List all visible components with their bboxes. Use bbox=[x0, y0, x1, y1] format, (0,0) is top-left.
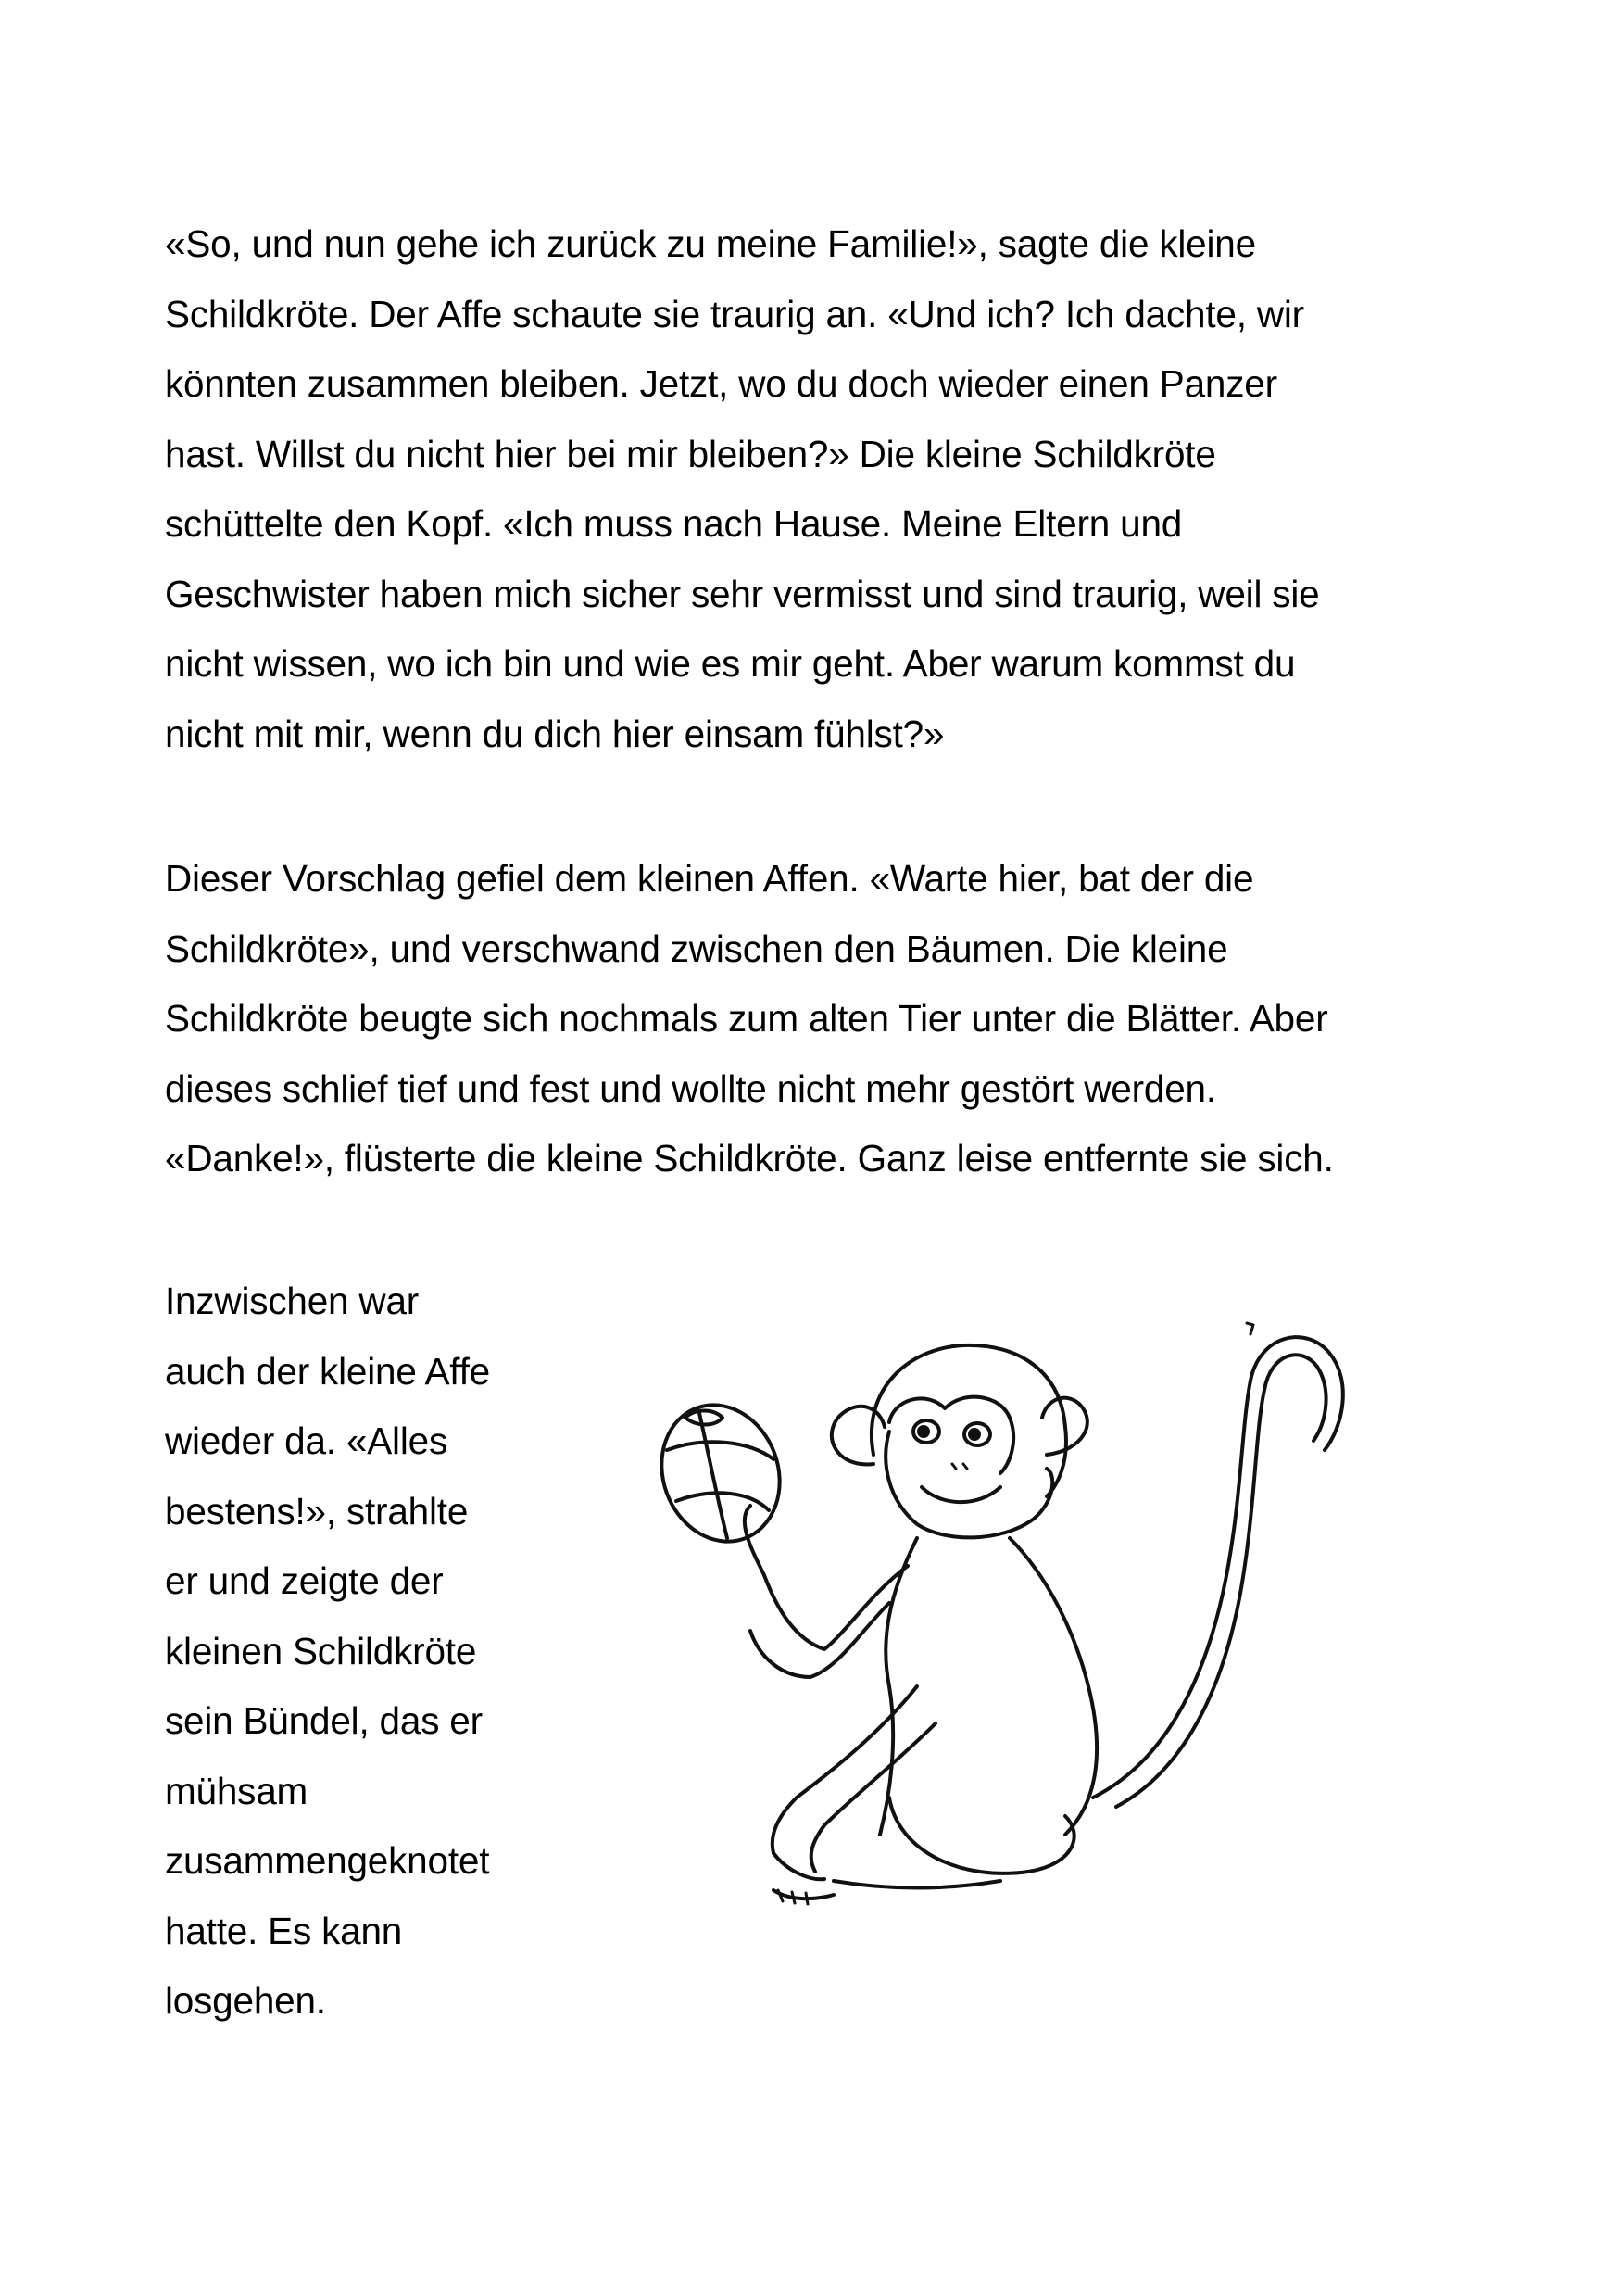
text-line: mühsam bbox=[165, 1769, 308, 1812]
paragraph-2 bbox=[165, 844, 1334, 1194]
text-line: auch der kleine Affe bbox=[165, 1349, 491, 1393]
text-line: hatte. Es kann bbox=[165, 1909, 403, 1952]
paragraph-1 bbox=[165, 209, 1319, 769]
text-line: könnten zusammen bleiben. Jetzt, wo du doch wieder einen Panzer bbox=[165, 362, 1277, 405]
text-line: Geschwister haben mich sicher sehr vermisst und sind traurig, weil sie bbox=[165, 572, 1320, 615]
text-line: bestens!», strahlte bbox=[165, 1489, 469, 1533]
text-line: dieses schlief tief und fest und wollte nicht mehr gestört werden. bbox=[165, 1066, 1216, 1110]
text-line: hast. Willst du nicht hier bei mir bleiben?» Die kleine Schildkröte bbox=[165, 432, 1216, 475]
monkey-drawing-icon bbox=[611, 1242, 1464, 2066]
text-line: zusammengeknotet bbox=[165, 1839, 490, 1882]
text-line: nicht wissen, wo ich bin und wie es mir geht. Aber warum kommst du bbox=[165, 642, 1296, 685]
text-line: Schildkröte», und verschwand zwischen den Bäumen. Die kleine bbox=[165, 927, 1228, 970]
text-line: Schildkröte. Der Affe schaute sie traurig an. «Und ich? Ich dachte, wir bbox=[165, 292, 1304, 335]
text-line: «So, und nun gehe ich zurück zu meine Familie!», sagte die kleine bbox=[165, 222, 1256, 265]
text-line: Inzwischen war bbox=[165, 1280, 420, 1322]
text-line: schüttelte den Kopf. «Ich muss nach Hause. Meine Eltern und bbox=[165, 502, 1183, 545]
text-line: nicht mit mir, wenn du dich hier einsam fühlst?» bbox=[165, 712, 945, 755]
text-line: Schildkröte beugte sich nochmals zum alten Tier unter die Blätter. Aber bbox=[165, 997, 1328, 1040]
paragraph-3 bbox=[165, 1267, 490, 2037]
text-line: wieder da. «Alles bbox=[165, 1419, 448, 1462]
text-line: losgehen. bbox=[165, 1979, 326, 2022]
text-line: er und zeigte der bbox=[165, 1559, 444, 1602]
text-line: Dieser Vorschlag gefiel dem kleinen Affen. «Warte hier, bat der die bbox=[165, 857, 1254, 900]
text-line: «Danke!», flüsterte die kleine Schildkröte. Ganz leise entfernte sie sich. bbox=[165, 1137, 1334, 1180]
monkey-illustration bbox=[611, 1242, 1464, 2066]
text-line: kleinen Schildkröte bbox=[165, 1629, 477, 1672]
text-line: sein Bündel, das er bbox=[165, 1699, 483, 1742]
